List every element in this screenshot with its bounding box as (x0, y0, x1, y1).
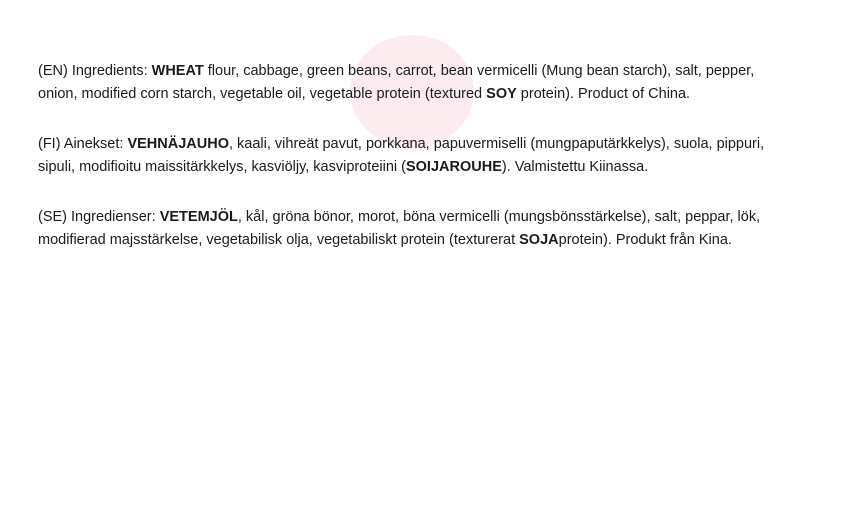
allergen-emphasis: WHEAT (151, 63, 204, 79)
ingredients-paragraph-fi (38, 133, 778, 179)
ingredient-text: (EN) Ingredients: (38, 63, 152, 79)
ingredients-text-block (38, 60, 778, 252)
ingredient-text: protein). Product of China. (516, 86, 691, 102)
ingredient-text: protein). Produkt från Kina. (558, 232, 732, 248)
ingredients-paragraph-en (38, 60, 778, 106)
allergen-emphasis: VEHNÄJAUHO (127, 136, 229, 152)
allergen-emphasis: SOJA (519, 232, 559, 248)
ingredient-text: , kaali, vihreät pavut, porkkana, papuvermiselli (mungpaputärkkelys), suola, pippuri, sipuli, modifioitu maissitärkkelys, kasviöljy, kasviproteiini ( (38, 136, 765, 175)
ingredient-text: , kål, gröna bönor, morot, böna vermicelli (mungsbönsstärkelse), salt, peppar, lök, modifierad majsstärkelse, vegetabilisk olja, vegetabiliskt protein (texturerat (38, 209, 761, 248)
allergen-emphasis: SOIJAROUHE (405, 159, 502, 175)
ingredients-paragraph-se (38, 206, 778, 252)
allergen-emphasis: VETEMJÖL (159, 209, 238, 225)
ingredient-text: ). Valmistettu Kiinassa. (501, 159, 649, 175)
ingredient-text: (SE) Ingredienser: (38, 209, 160, 225)
ingredient-text: (FI) Ainekset: (38, 136, 128, 152)
ingredient-text: flour, cabbage, green beans, carrot, bean vermicelli (Mung bean starch), salt, pepper, onion, modified corn starch, vegetable oil, vegetable protein (textured (38, 63, 755, 102)
allergen-emphasis: SOY (486, 86, 517, 102)
